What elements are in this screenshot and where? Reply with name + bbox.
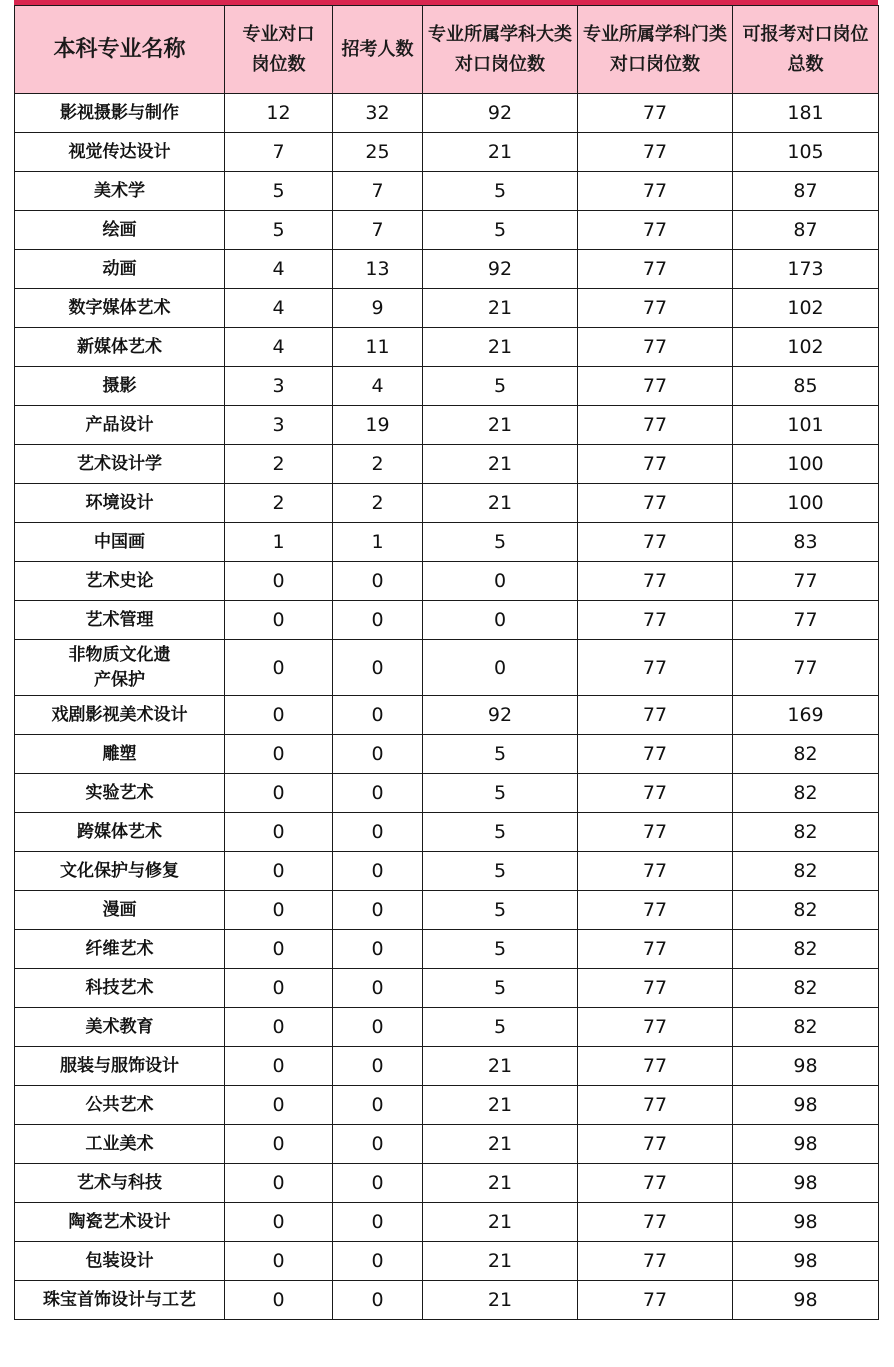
discipline-positions-cell: 77 [578,406,733,445]
total-positions-cell: 77 [733,601,879,640]
category-positions-cell: 0 [423,640,578,696]
major-positions-cell: 5 [225,211,333,250]
discipline-positions-cell: 77 [578,735,733,774]
discipline-positions-cell: 77 [578,1242,733,1281]
discipline-positions-cell: 77 [578,94,733,133]
total-positions-cell: 100 [733,445,879,484]
recruit-count-cell: 2 [333,445,423,484]
recruit-count-cell: 0 [333,774,423,813]
category-positions-cell: 92 [423,94,578,133]
major-positions-cell: 0 [225,969,333,1008]
category-positions-cell: 5 [423,813,578,852]
recruit-count-cell: 19 [333,406,423,445]
category-positions-cell: 21 [423,1203,578,1242]
major-name-cell: 中国画 [15,523,225,562]
major-name-cell: 戏剧影视美术设计 [15,696,225,735]
category-positions-cell: 21 [423,1125,578,1164]
table-row [15,852,879,891]
discipline-positions-cell: 77 [578,969,733,1008]
major-positions-cell: 0 [225,930,333,969]
major-name-cell [15,640,225,696]
major-positions-cell: 4 [225,328,333,367]
positions-table [14,5,879,1320]
category-positions-cell: 5 [423,735,578,774]
header-recruit-count: 招考人数 [333,6,423,94]
total-positions-cell: 102 [733,328,879,367]
table-row [15,445,879,484]
category-positions-cell: 21 [423,1047,578,1086]
recruit-count-cell: 0 [333,601,423,640]
table-row [15,250,879,289]
total-positions-cell: 82 [733,891,879,930]
discipline-positions-cell: 77 [578,1086,733,1125]
recruit-count-cell: 11 [333,328,423,367]
total-positions-cell: 82 [733,735,879,774]
recruit-count-cell: 7 [333,172,423,211]
discipline-positions-cell: 77 [578,1125,733,1164]
total-positions-cell: 82 [733,852,879,891]
table-row [15,696,879,735]
category-positions-cell: 21 [423,328,578,367]
table-row [15,328,879,367]
discipline-positions-cell: 77 [578,367,733,406]
discipline-positions-cell: 77 [578,523,733,562]
table-row [15,1203,879,1242]
total-positions-cell: 98 [733,1281,879,1320]
recruit-count-cell: 32 [333,94,423,133]
major-name-cell: 珠宝首饰设计与工艺 [15,1281,225,1320]
total-positions-cell: 83 [733,523,879,562]
major-positions-cell: 0 [225,562,333,601]
total-positions-cell: 82 [733,813,879,852]
discipline-positions-cell: 77 [578,562,733,601]
category-positions-cell: 92 [423,250,578,289]
recruit-count-cell: 0 [333,640,423,696]
major-positions-cell: 0 [225,640,333,696]
major-positions-cell: 0 [225,1008,333,1047]
discipline-positions-cell: 77 [578,133,733,172]
major-name-cell: 动画 [15,250,225,289]
major-name-cell: 影视摄影与制作 [15,94,225,133]
category-positions-cell: 21 [423,133,578,172]
table-row [15,774,879,813]
discipline-positions-cell: 77 [578,445,733,484]
major-name-cell: 摄影 [15,367,225,406]
major-positions-cell: 0 [225,1242,333,1281]
major-name-cell: 服装与服饰设计 [15,1047,225,1086]
recruit-count-cell: 0 [333,891,423,930]
major-name-cell: 艺术史论 [15,562,225,601]
table-row [15,133,879,172]
major-positions-cell: 0 [225,1203,333,1242]
major-positions-cell: 3 [225,406,333,445]
recruit-count-cell: 4 [333,367,423,406]
discipline-positions-cell: 77 [578,289,733,328]
recruit-count-cell: 0 [333,1125,423,1164]
recruit-count-cell: 0 [333,930,423,969]
major-name-cell: 环境设计 [15,484,225,523]
recruit-count-cell: 0 [333,969,423,1008]
discipline-positions-cell: 77 [578,774,733,813]
category-positions-cell: 5 [423,523,578,562]
recruit-count-cell: 9 [333,289,423,328]
major-positions-cell: 12 [225,94,333,133]
header-discipline-positions: 专业所属学科门类对口岗位数 [578,6,733,94]
recruit-count-cell: 0 [333,1047,423,1086]
discipline-positions-cell: 77 [578,696,733,735]
table-row [15,172,879,211]
recruit-count-cell: 13 [333,250,423,289]
table-row [15,930,879,969]
major-positions-cell: 5 [225,172,333,211]
total-positions-cell: 98 [733,1125,879,1164]
total-positions-cell: 98 [733,1047,879,1086]
total-positions-cell: 102 [733,289,879,328]
recruit-count-cell: 0 [333,1242,423,1281]
major-positions-cell: 0 [225,813,333,852]
category-positions-cell: 21 [423,1281,578,1320]
major-positions-cell: 2 [225,445,333,484]
table-row [15,406,879,445]
recruit-count-cell: 0 [333,1008,423,1047]
category-positions-cell: 21 [423,1086,578,1125]
table-row [15,1086,879,1125]
major-name-cell: 雕塑 [15,735,225,774]
table-header [15,6,879,94]
header-category-positions: 专业所属学科大类对口岗位数 [423,6,578,94]
category-positions-cell: 5 [423,211,578,250]
total-positions-cell: 87 [733,172,879,211]
major-name-cell: 包装设计 [15,1242,225,1281]
discipline-positions-cell: 77 [578,640,733,696]
major-positions-cell: 0 [225,1125,333,1164]
discipline-positions-cell: 77 [578,1281,733,1320]
major-name-cell: 纤维艺术 [15,930,225,969]
table-row [15,969,879,1008]
total-positions-cell: 173 [733,250,879,289]
table-row [15,1281,879,1320]
total-positions-cell: 98 [733,1203,879,1242]
major-name-cell: 产品设计 [15,406,225,445]
table-row [15,562,879,601]
major-name-cell: 视觉传达设计 [15,133,225,172]
major-positions-cell: 0 [225,774,333,813]
recruit-count-cell: 25 [333,133,423,172]
category-positions-cell: 5 [423,930,578,969]
recruit-count-cell: 0 [333,1281,423,1320]
table-row [15,211,879,250]
total-positions-cell: 85 [733,367,879,406]
total-positions-cell: 98 [733,1242,879,1281]
discipline-positions-cell: 77 [578,328,733,367]
category-positions-cell: 5 [423,1008,578,1047]
table-row [15,289,879,328]
discipline-positions-cell: 77 [578,1164,733,1203]
recruit-count-cell: 0 [333,735,423,774]
major-name-cell: 新媒体艺术 [15,328,225,367]
major-name-text: 非物质文化遗产保护 [68,644,171,690]
major-name-cell: 科技艺术 [15,969,225,1008]
total-positions-cell: 181 [733,94,879,133]
table-row [15,640,879,696]
category-positions-cell: 5 [423,852,578,891]
major-positions-cell: 4 [225,289,333,328]
discipline-positions-cell: 77 [578,601,733,640]
header-major-positions: 专业对口岗位数 [225,6,333,94]
table-row [15,1047,879,1086]
table-row [15,484,879,523]
major-positions-cell: 0 [225,735,333,774]
table-row [15,891,879,930]
category-positions-cell: 21 [423,1164,578,1203]
major-positions-cell: 1 [225,523,333,562]
table-body [15,94,879,1320]
category-positions-cell: 5 [423,774,578,813]
table-row [15,94,879,133]
category-positions-cell: 21 [423,484,578,523]
category-positions-cell: 21 [423,406,578,445]
header-major-name: 本科专业名称 [15,6,225,94]
major-name-cell: 艺术管理 [15,601,225,640]
total-positions-cell: 101 [733,406,879,445]
recruit-count-cell: 0 [333,1164,423,1203]
total-positions-cell: 77 [733,640,879,696]
major-positions-cell: 7 [225,133,333,172]
discipline-positions-cell: 77 [578,1203,733,1242]
major-positions-cell: 2 [225,484,333,523]
major-name-cell: 艺术与科技 [15,1164,225,1203]
major-positions-cell: 0 [225,1281,333,1320]
major-positions-cell: 0 [225,601,333,640]
category-positions-cell: 21 [423,445,578,484]
major-name-cell: 公共艺术 [15,1086,225,1125]
category-positions-cell: 0 [423,562,578,601]
major-positions-cell: 4 [225,250,333,289]
discipline-positions-cell: 77 [578,484,733,523]
recruit-count-cell: 0 [333,813,423,852]
major-name-cell: 美术教育 [15,1008,225,1047]
major-positions-cell: 0 [225,1086,333,1125]
total-positions-cell: 82 [733,930,879,969]
category-positions-cell: 0 [423,601,578,640]
table-row [15,1008,879,1047]
table-row [15,1125,879,1164]
category-positions-cell: 21 [423,1242,578,1281]
major-name-cell: 数字媒体艺术 [15,289,225,328]
major-positions-cell: 0 [225,1047,333,1086]
table-row [15,367,879,406]
major-positions-cell: 0 [225,891,333,930]
major-name-cell: 艺术设计学 [15,445,225,484]
major-name-cell: 绘画 [15,211,225,250]
category-positions-cell: 21 [423,289,578,328]
table-row [15,735,879,774]
recruit-count-cell: 7 [333,211,423,250]
table-row [15,813,879,852]
total-positions-cell: 82 [733,774,879,813]
category-positions-cell: 92 [423,696,578,735]
total-positions-cell: 169 [733,696,879,735]
category-positions-cell: 5 [423,367,578,406]
total-positions-cell: 98 [733,1086,879,1125]
total-positions-cell: 105 [733,133,879,172]
table-row [15,601,879,640]
total-positions-cell: 87 [733,211,879,250]
major-positions-cell: 3 [225,367,333,406]
discipline-positions-cell: 77 [578,172,733,211]
category-positions-cell: 5 [423,969,578,1008]
major-positions-cell: 0 [225,852,333,891]
total-positions-cell: 98 [733,1164,879,1203]
major-name-cell: 文化保护与修复 [15,852,225,891]
table-row [15,1242,879,1281]
table-row [15,1164,879,1203]
total-positions-cell: 100 [733,484,879,523]
discipline-positions-cell: 77 [578,891,733,930]
total-positions-cell: 82 [733,1008,879,1047]
major-name-cell: 跨媒体艺术 [15,813,225,852]
recruit-count-cell: 1 [333,523,423,562]
discipline-positions-cell: 77 [578,930,733,969]
recruit-count-cell: 0 [333,696,423,735]
recruit-count-cell: 0 [333,1203,423,1242]
recruit-count-cell: 0 [333,1086,423,1125]
header-row [15,6,879,94]
major-name-cell: 美术学 [15,172,225,211]
discipline-positions-cell: 77 [578,1047,733,1086]
discipline-positions-cell: 77 [578,250,733,289]
total-positions-cell: 77 [733,562,879,601]
discipline-positions-cell: 77 [578,852,733,891]
recruit-count-cell: 0 [333,852,423,891]
header-total-positions: 可报考对口岗位总数 [733,6,879,94]
major-name-cell: 漫画 [15,891,225,930]
major-positions-cell: 0 [225,1164,333,1203]
discipline-positions-cell: 77 [578,1008,733,1047]
category-positions-cell: 5 [423,891,578,930]
table-row [15,523,879,562]
discipline-positions-cell: 77 [578,211,733,250]
total-positions-cell: 82 [733,969,879,1008]
category-positions-cell: 5 [423,172,578,211]
major-name-cell: 陶瓷艺术设计 [15,1203,225,1242]
recruit-count-cell: 0 [333,562,423,601]
major-name-cell: 实验艺术 [15,774,225,813]
major-name-cell: 工业美术 [15,1125,225,1164]
major-positions-cell: 0 [225,696,333,735]
discipline-positions-cell: 77 [578,813,733,852]
recruit-count-cell: 2 [333,484,423,523]
